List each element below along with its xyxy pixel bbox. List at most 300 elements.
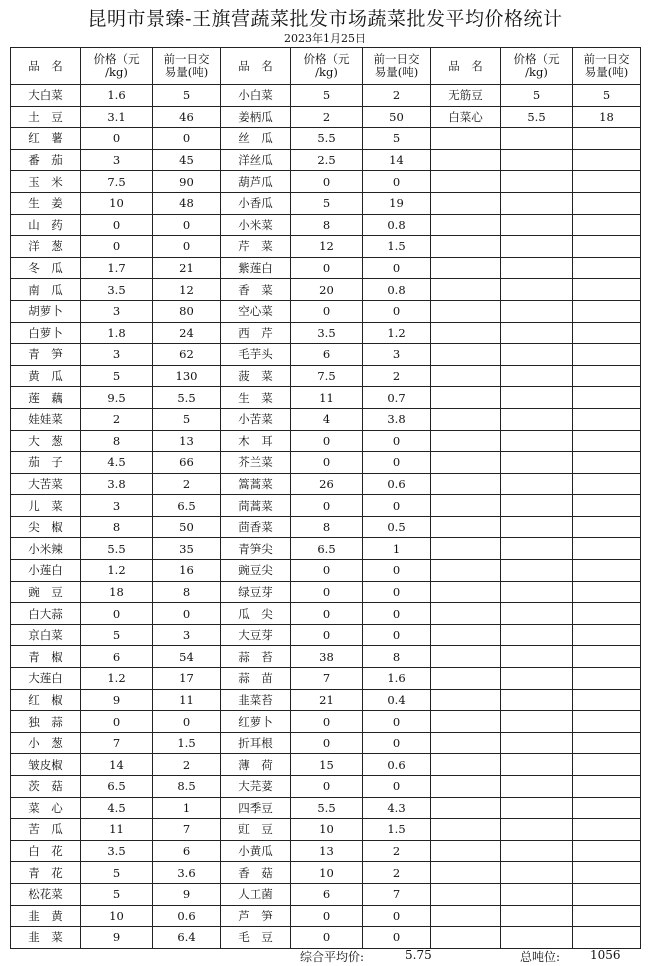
cell-name: 大白菜	[11, 85, 81, 107]
table-row	[11, 171, 641, 193]
header-volume: 前一日交 易量(吨)	[363, 48, 431, 85]
empty-cell	[501, 322, 573, 344]
table-row	[11, 646, 641, 668]
cell-price: 0	[81, 603, 153, 625]
cell-price: 5	[81, 862, 153, 884]
cell-name: 西 芹	[221, 322, 291, 344]
cell-name: 青 椒	[11, 646, 81, 668]
cell-price: 11	[291, 387, 363, 409]
empty-cell	[431, 236, 501, 258]
table-row	[11, 624, 641, 646]
cell-price: 11	[81, 819, 153, 841]
empty-cell	[501, 171, 573, 193]
empty-cell	[501, 905, 573, 927]
empty-cell	[431, 279, 501, 301]
empty-cell	[431, 927, 501, 949]
cell-name: 香 菜	[221, 279, 291, 301]
empty-cell	[573, 689, 641, 711]
cell-volume: 17	[153, 668, 221, 690]
cell-price: 9	[81, 689, 153, 711]
empty-cell	[431, 711, 501, 733]
cell-price: 3	[81, 495, 153, 517]
cell-price: 14	[81, 754, 153, 776]
table-row	[11, 538, 641, 560]
cell-price: 15	[291, 754, 363, 776]
empty-cell	[573, 668, 641, 690]
empty-cell	[501, 452, 573, 474]
empty-cell	[573, 495, 641, 517]
empty-cell	[431, 452, 501, 474]
cell-name: 洋丝瓜	[221, 149, 291, 171]
empty-cell	[573, 171, 641, 193]
empty-cell	[501, 257, 573, 279]
empty-cell	[501, 624, 573, 646]
cell-price: 20	[291, 279, 363, 301]
cell-price: 3	[81, 149, 153, 171]
cell-volume: 0	[363, 732, 431, 754]
cell-name: 冬 瓜	[11, 257, 81, 279]
empty-cell	[431, 646, 501, 668]
cell-name: 皱皮椒	[11, 754, 81, 776]
cell-name: 蒜 苗	[221, 668, 291, 690]
table-row	[11, 214, 641, 236]
report-date: 2023年1月25日	[284, 32, 366, 45]
cell-price: 12	[291, 236, 363, 258]
cell-price: 0	[291, 300, 363, 322]
cell-volume: 0.8	[363, 214, 431, 236]
cell-price: 7	[81, 732, 153, 754]
cell-price: 0	[81, 711, 153, 733]
empty-cell	[431, 732, 501, 754]
cell-name: 无筋豆	[431, 85, 501, 107]
cell-volume: 14	[363, 149, 431, 171]
cell-name: 京白菜	[11, 624, 81, 646]
empty-cell	[431, 365, 501, 387]
table-row	[11, 819, 641, 841]
empty-cell	[431, 430, 501, 452]
empty-cell	[431, 668, 501, 690]
empty-cell	[573, 754, 641, 776]
cell-price: 0	[81, 214, 153, 236]
cell-price: 5	[81, 883, 153, 905]
cell-price: 1.7	[81, 257, 153, 279]
cell-price: 18	[81, 581, 153, 603]
empty-cell	[431, 192, 501, 214]
cell-name: 红 椒	[11, 689, 81, 711]
cell-volume: 0	[153, 711, 221, 733]
empty-cell	[573, 365, 641, 387]
empty-cell	[501, 516, 573, 538]
cell-name: 黄 瓜	[11, 365, 81, 387]
cell-volume: 0	[153, 236, 221, 258]
empty-cell	[573, 732, 641, 754]
empty-cell	[573, 279, 641, 301]
empty-cell	[501, 603, 573, 625]
empty-cell	[501, 149, 573, 171]
empty-cell	[573, 214, 641, 236]
cell-price: 3.5	[81, 840, 153, 862]
cell-volume: 45	[153, 149, 221, 171]
cell-volume: 5	[153, 85, 221, 107]
cell-name: 玉 米	[11, 171, 81, 193]
table-row	[11, 927, 641, 949]
table-row	[11, 711, 641, 733]
cell-name: 独 蒜	[11, 711, 81, 733]
empty-cell	[431, 344, 501, 366]
cell-price: 0	[291, 624, 363, 646]
cell-name: 红萝卜	[221, 711, 291, 733]
table-row	[11, 905, 641, 927]
empty-cell	[501, 754, 573, 776]
table-row	[11, 603, 641, 625]
cell-name: 韭 菜	[11, 927, 81, 949]
table-row	[11, 236, 641, 258]
empty-cell	[501, 646, 573, 668]
cell-price: 1.2	[81, 668, 153, 690]
cell-name: 茼蒿菜	[221, 495, 291, 517]
cell-volume: 54	[153, 646, 221, 668]
table-row	[11, 128, 641, 150]
cell-volume: 0	[363, 495, 431, 517]
empty-cell	[431, 603, 501, 625]
empty-cell	[573, 387, 641, 409]
empty-cell	[573, 300, 641, 322]
cell-name: 大芫荽	[221, 776, 291, 798]
empty-cell	[501, 365, 573, 387]
cell-price: 9.5	[81, 387, 153, 409]
cell-volume: 9	[153, 883, 221, 905]
cell-price: 2	[81, 408, 153, 430]
cell-volume: 11	[153, 689, 221, 711]
cell-price: 7.5	[291, 365, 363, 387]
cell-price: 3.5	[291, 322, 363, 344]
cell-price: 0	[291, 581, 363, 603]
cell-price: 1.2	[81, 560, 153, 582]
cell-volume: 0.8	[363, 279, 431, 301]
empty-cell	[573, 516, 641, 538]
table-row	[11, 473, 641, 495]
empty-cell	[573, 560, 641, 582]
cell-price: 5	[291, 85, 363, 107]
header-name: 品 名	[221, 48, 291, 85]
cell-volume: 46	[153, 106, 221, 128]
table-row	[11, 106, 641, 128]
empty-cell	[431, 883, 501, 905]
cell-volume: 0.6	[153, 905, 221, 927]
empty-cell	[573, 257, 641, 279]
empty-cell	[573, 128, 641, 150]
cell-volume: 18	[573, 106, 641, 128]
cell-name: 小 葱	[11, 732, 81, 754]
cell-name: 小米辣	[11, 538, 81, 560]
table-row	[11, 797, 641, 819]
cell-name: 茨 菇	[11, 776, 81, 798]
cell-name: 瓜 尖	[221, 603, 291, 625]
cell-volume: 0.6	[363, 754, 431, 776]
cell-volume: 62	[153, 344, 221, 366]
empty-cell	[573, 408, 641, 430]
cell-volume: 1.5	[363, 236, 431, 258]
cell-price: 10	[291, 862, 363, 884]
cell-price: 2	[291, 106, 363, 128]
table-row	[11, 840, 641, 862]
cell-name: 丝 瓜	[221, 128, 291, 150]
header-price: 价格（元 /kg)	[81, 48, 153, 85]
empty-cell	[501, 538, 573, 560]
cell-name: 芹 菜	[221, 236, 291, 258]
cell-price: 3.8	[81, 473, 153, 495]
empty-cell	[431, 149, 501, 171]
cell-name: 白大蒜	[11, 603, 81, 625]
cell-volume: 0.6	[363, 473, 431, 495]
header-name: 品 名	[11, 48, 81, 85]
cell-price: 9	[81, 927, 153, 949]
cell-name: 娃娃菜	[11, 408, 81, 430]
empty-cell	[431, 214, 501, 236]
empty-cell	[431, 581, 501, 603]
empty-cell	[431, 171, 501, 193]
empty-cell	[501, 128, 573, 150]
cell-volume: 0	[363, 452, 431, 474]
cell-name: 芦 笋	[221, 905, 291, 927]
empty-cell	[431, 905, 501, 927]
cell-name: 小苦菜	[221, 408, 291, 430]
cell-volume: 5	[573, 85, 641, 107]
cell-volume: 5	[153, 408, 221, 430]
page-title: 昆明市景臻-王旗营蔬菜批发市场蔬菜批发平均价格统计	[87, 8, 563, 30]
empty-cell	[501, 711, 573, 733]
cell-name: 豌豆尖	[221, 560, 291, 582]
cell-volume: 0	[363, 624, 431, 646]
cell-price: 13	[291, 840, 363, 862]
cell-name: 小米菜	[221, 214, 291, 236]
cell-volume: 35	[153, 538, 221, 560]
cell-name: 香 菇	[221, 862, 291, 884]
empty-cell	[431, 322, 501, 344]
empty-cell	[573, 797, 641, 819]
table-row	[11, 776, 641, 798]
table-row	[11, 365, 641, 387]
cell-price: 0	[81, 128, 153, 150]
cell-volume: 0.4	[363, 689, 431, 711]
cell-price: 6	[291, 344, 363, 366]
cell-volume: 7	[153, 819, 221, 841]
cell-name: 人工菌	[221, 883, 291, 905]
table-row	[11, 257, 641, 279]
cell-name: 空心菜	[221, 300, 291, 322]
empty-cell	[501, 214, 573, 236]
empty-cell	[573, 236, 641, 258]
empty-cell	[501, 819, 573, 841]
cell-volume: 1.5	[153, 732, 221, 754]
table-row	[11, 149, 641, 171]
cell-volume: 0	[363, 927, 431, 949]
table-row	[11, 862, 641, 884]
empty-cell	[573, 624, 641, 646]
cell-name: 大 葱	[11, 430, 81, 452]
empty-cell	[573, 581, 641, 603]
empty-cell	[431, 624, 501, 646]
empty-cell	[501, 236, 573, 258]
table-row	[11, 560, 641, 582]
cell-name: 绿豆芽	[221, 581, 291, 603]
cell-name: 茴香菜	[221, 516, 291, 538]
empty-cell	[431, 689, 501, 711]
cell-price: 6	[81, 646, 153, 668]
cell-name: 番 茄	[11, 149, 81, 171]
cell-price: 5	[501, 85, 573, 107]
cell-volume: 90	[153, 171, 221, 193]
cell-name: 篙蒿菜	[221, 473, 291, 495]
empty-cell	[501, 473, 573, 495]
cell-name: 大苦菜	[11, 473, 81, 495]
cell-price: 6.5	[81, 776, 153, 798]
cell-name: 木 耳	[221, 430, 291, 452]
cell-name: 豇 豆	[221, 819, 291, 841]
table-row	[11, 516, 641, 538]
empty-cell	[573, 905, 641, 927]
table-row	[11, 192, 641, 214]
empty-cell	[573, 819, 641, 841]
cell-name: 毛芋头	[221, 344, 291, 366]
empty-cell	[573, 840, 641, 862]
cell-volume: 66	[153, 452, 221, 474]
empty-cell	[431, 516, 501, 538]
empty-cell	[501, 883, 573, 905]
cell-price: 0	[291, 711, 363, 733]
cell-name: 小香瓜	[221, 192, 291, 214]
cell-volume: 1.6	[363, 668, 431, 690]
table-row	[11, 387, 641, 409]
cell-name: 青 花	[11, 862, 81, 884]
cell-name: 白 花	[11, 840, 81, 862]
cell-name: 菠 菜	[221, 365, 291, 387]
empty-cell	[573, 776, 641, 798]
cell-price: 6.5	[291, 538, 363, 560]
table-row	[11, 300, 641, 322]
cell-volume: 12	[153, 279, 221, 301]
empty-cell	[501, 387, 573, 409]
table-row	[11, 430, 641, 452]
cell-volume: 2	[363, 840, 431, 862]
cell-name: 青笋尖	[221, 538, 291, 560]
cell-name: 土 豆	[11, 106, 81, 128]
header-name: 品 名	[431, 48, 501, 85]
empty-cell	[573, 149, 641, 171]
cell-name: 薄 荷	[221, 754, 291, 776]
cell-volume: 130	[153, 365, 221, 387]
empty-cell	[501, 862, 573, 884]
cell-volume: 80	[153, 300, 221, 322]
cell-price: 8	[291, 516, 363, 538]
cell-name: 白萝卜	[11, 322, 81, 344]
cell-price: 10	[81, 192, 153, 214]
cell-volume: 3	[153, 624, 221, 646]
cell-price: 1.8	[81, 322, 153, 344]
empty-cell	[431, 128, 501, 150]
empty-cell	[431, 495, 501, 517]
cell-name: 韭菜苔	[221, 689, 291, 711]
table-row	[11, 732, 641, 754]
cell-name: 莲 藕	[11, 387, 81, 409]
cell-name: 折耳根	[221, 732, 291, 754]
cell-price: 0	[291, 905, 363, 927]
header-price: 价格（元 /kg)	[501, 48, 573, 85]
cell-name: 小莲白	[11, 560, 81, 582]
cell-name: 生 姜	[11, 192, 81, 214]
cell-volume: 0	[363, 581, 431, 603]
cell-name: 白菜心	[431, 106, 501, 128]
cell-name: 小白菜	[221, 85, 291, 107]
cell-volume: 1.2	[363, 322, 431, 344]
cell-price: 8	[291, 214, 363, 236]
cell-name: 大豆芽	[221, 624, 291, 646]
empty-cell	[431, 408, 501, 430]
cell-volume: 8	[153, 581, 221, 603]
empty-cell	[501, 927, 573, 949]
empty-cell	[431, 257, 501, 279]
empty-cell	[431, 560, 501, 582]
cell-volume: 5.5	[153, 387, 221, 409]
empty-cell	[501, 408, 573, 430]
cell-price: 3.1	[81, 106, 153, 128]
table-row	[11, 883, 641, 905]
table-row	[11, 495, 641, 517]
cell-volume: 2	[363, 85, 431, 107]
cell-name: 韭 黄	[11, 905, 81, 927]
cell-price: 5.5	[501, 106, 573, 128]
cell-volume: 48	[153, 192, 221, 214]
empty-cell	[501, 732, 573, 754]
cell-name: 红 薯	[11, 128, 81, 150]
empty-cell	[501, 840, 573, 862]
cell-price: 7.5	[81, 171, 153, 193]
cell-name: 小黄瓜	[221, 840, 291, 862]
cell-volume: 6.5	[153, 495, 221, 517]
empty-cell	[501, 344, 573, 366]
cell-name: 胡萝卜	[11, 300, 81, 322]
empty-cell	[573, 862, 641, 884]
table-row	[11, 85, 641, 107]
cell-price: 7	[291, 668, 363, 690]
total-tonnage-value: 1056	[590, 948, 621, 962]
empty-cell	[573, 603, 641, 625]
table-row	[11, 344, 641, 366]
cell-name: 儿 菜	[11, 495, 81, 517]
cell-price: 2.5	[291, 149, 363, 171]
empty-cell	[573, 646, 641, 668]
cell-price: 0	[291, 495, 363, 517]
cell-volume: 0	[363, 300, 431, 322]
cell-volume: 6.4	[153, 927, 221, 949]
empty-cell	[573, 452, 641, 474]
cell-price: 5.5	[81, 538, 153, 560]
cell-volume: 3.8	[363, 408, 431, 430]
cell-price: 0	[291, 560, 363, 582]
cell-volume: 4.3	[363, 797, 431, 819]
cell-volume: 8.5	[153, 776, 221, 798]
cell-price: 5	[291, 192, 363, 214]
empty-cell	[431, 300, 501, 322]
cell-volume: 1	[153, 797, 221, 819]
empty-cell	[501, 430, 573, 452]
cell-volume: 1	[363, 538, 431, 560]
cell-volume: 2	[363, 365, 431, 387]
cell-price: 26	[291, 473, 363, 495]
table-row	[11, 452, 641, 474]
empty-cell	[573, 322, 641, 344]
cell-volume: 3	[363, 344, 431, 366]
